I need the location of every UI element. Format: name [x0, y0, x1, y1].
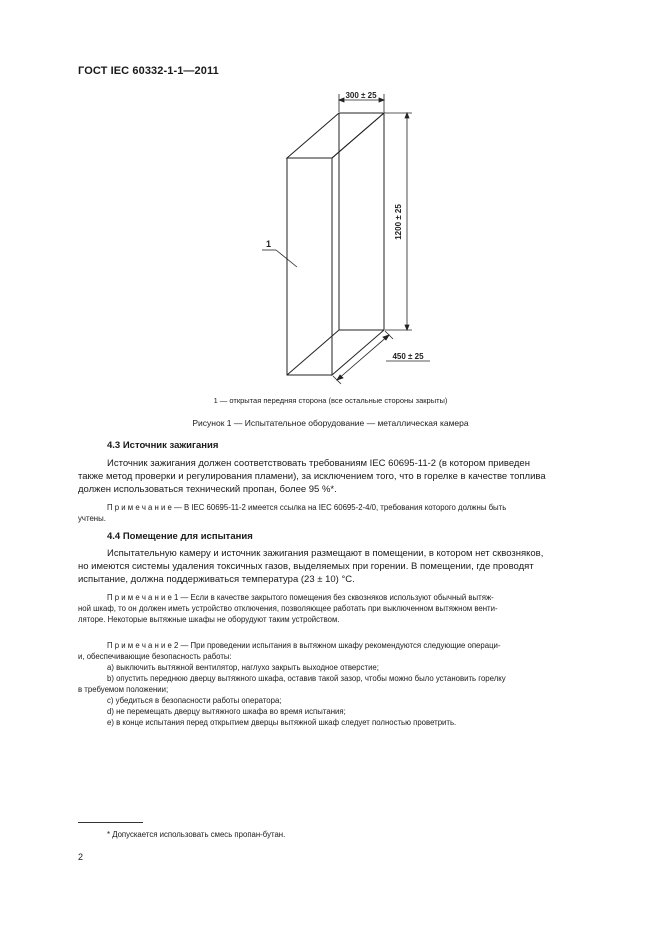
note-text: — В IEC 60695-11-2 имеется ссылка на IEC 60695-2-4/0, требования которого должны быть: [171, 503, 507, 512]
para-line: испытание, должна поддерживаться температура (23 ± 10) °C.: [78, 574, 355, 585]
note-text-cont: учтены.: [78, 514, 106, 523]
height-dimension-label: 1200 ± 25: [394, 204, 403, 240]
note-label: П р и м е ч а н и е 1: [107, 593, 179, 602]
list-item: e) в конце испытания перед открытием дверцы вытяжной шкаф следует полностью проветрить.: [107, 718, 457, 727]
list-item: b) опустить переднюю дверцу вытяжного шкафа, оставив такой зазор, чтобы можно было установить горелку: [107, 674, 506, 683]
section-4-3-paragraph: [78, 457, 613, 496]
chamber-top-face: [287, 113, 384, 158]
para-line: но имеются системы удаления токсичных газов, выделяемых при горении. В помещении, где проводят: [78, 561, 534, 572]
list-item: c) убедиться в безопасности работы оператора;: [107, 696, 282, 705]
footnote-divider: [78, 822, 143, 823]
note-text: ляторе. Некоторые вытяжные шкафы не оборудуют таким устройством.: [78, 615, 340, 624]
figure-legend: 1 — открытая передняя сторона (все остальные стороны закрыты): [213, 396, 448, 405]
chamber-side-face: [332, 113, 384, 375]
list-item: d) не перемещать дверцу вытяжного шкафа во время испытания;: [107, 707, 346, 716]
note-text: — При проведении испытания в вытяжном шкафу рекомендуются следующие операци-: [178, 641, 501, 650]
section-4-3-title: 4.3 Источник зажигания: [107, 440, 219, 451]
note-text: — Если в качестве закрытого помещения без сквозняков используют обычный вытяж-: [178, 593, 494, 602]
note-text: ной шкаф, то он должен иметь устройство отключения, позволяющее работать при выключенном вытяжном венти-: [78, 604, 498, 613]
section-4-4-note-2: [78, 640, 613, 728]
list-item: a) выключить вытяжной вентилятор, наглухо закрыть выходное отверстие;: [107, 663, 379, 672]
width-dimension-label: 300 ± 25: [345, 91, 377, 100]
section-4-3-note: [78, 502, 613, 524]
footnote: * Допускается использовать смесь пропан-бутан.: [107, 830, 286, 839]
chamber-drawing: [287, 113, 384, 375]
para-line: Источник зажигания должен соответствовать требованиям IEC 60695-11-2 (в котором приведен: [107, 458, 530, 469]
list-item-cont: в требуемом положении;: [78, 685, 169, 694]
test-chamber-figure: [0, 0, 661, 400]
document-header: ГОСТ IEC 60332-1-1—2011: [78, 65, 219, 77]
item-label-leader: [262, 250, 297, 267]
item-label-1: 1: [266, 239, 272, 249]
para-line: также метод проверки и регулирования пламени), за исключением того, что в горелке в качестве топлива: [78, 471, 546, 482]
section-4-4-note-1: [78, 592, 613, 625]
note-label: П р и м е ч а н и е 2: [107, 641, 179, 650]
figure-caption: Рисунок 1 — Испытательное оборудование — металлическая камера: [192, 418, 469, 428]
depth-dimension-label: 450 ± 25: [392, 352, 424, 361]
section-4-4-title: 4.4 Помещение для испытания: [107, 531, 253, 542]
page-number: 2: [78, 852, 84, 862]
para-line: Испытательную камеру и источник зажигания размещают в помещении, в котором нет сквозняков,: [107, 548, 544, 559]
note-label: П р и м е ч а н и е: [107, 503, 172, 512]
para-line: должен использоваться технический пропан, более 95 %*.: [78, 484, 337, 495]
note-text: и, обеспечивающие безопасность работы:: [78, 652, 232, 661]
section-4-4-paragraph: [78, 547, 613, 586]
